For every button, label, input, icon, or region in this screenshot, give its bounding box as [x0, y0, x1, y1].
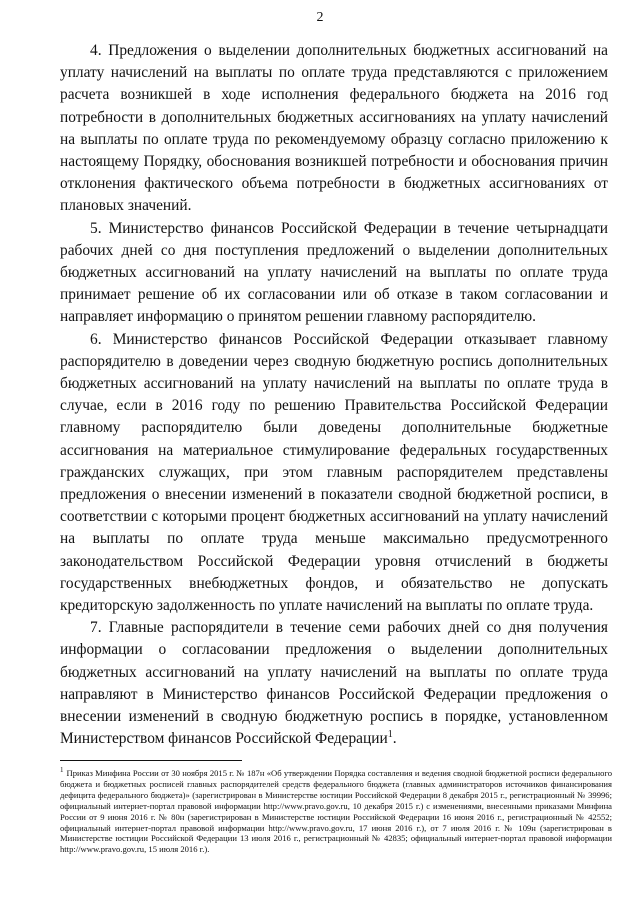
footnote-marker: 1 — [60, 766, 64, 775]
paragraph-5: 5. Министерство финансов Российской Федерации в течение четырнадцати рабочих дней со дня поступления предложений о выделении дополнительных бюджетных ассигнований на уплату начислений на выплаты по оплате труда принимает решение об их согласовании или об отказе в таком согласовании и направляет информацию о принятом решении главному распорядителю. — [60, 219, 608, 326]
paragraph-4: 4. Предложения о выделении дополнительных бюджетных ассигнований на уплату начислений на выплаты по оплате труда представляются с приложением расчета возникшей в ходе исполнения федерального бюджета на 2016 год потребности в дополнительных бюджетных ассигнованиях на уплату начислений на выплаты по оплате труда по рекомендуемому образцу согласно приложению к настоящему Порядку, обоснования возникшей потребности и обоснования причин отклонения фактического объема потребности в бюджетных ассигнованиях от плановых значений. — [60, 42, 608, 215]
footnote-reference[interactable]: 1 — [387, 729, 393, 741]
paragraph-7-end: . — [392, 730, 397, 748]
footnote — [60, 768, 612, 855]
footnote-text: Приказ Минфина России от 30 ноября 2015 г. № 187н «Об утверждении Порядка составления и ведения сводной бюджетной росписи федерального бюджета и бюджетных росписей главных распорядителей средств федерального бюджета (главных администраторов источников финансирования дефицита федерального бюджета)» (зарегистрирован в Министерстве юстиции Российской Федерации 8 декабря 2015 г., регистрационный № 39996; официальный интернет-портал правовой информации http://www.pravo.gov.ru, 10 декабря 2015 г.) с изменениями, внесенными приказами Минфина России от 9 июня 2016 г. № 80н (зарегистрирован в Министерстве юстиции Российской Федерации 16 июня 2016 г., регистрационный № 42552; официальный интернет-портал правовой информации http://www.pravo.gov.ru, 17 июня 2016 г.), от 7 июля 2016 г. № 109н (зарегистрирован в Министерстве юстиции Российской Федерации 13 июля 2016 г., регистрационный № 42835; официальный интернет-портал правовой информации http://www.pravo.gov.ru, 15 июля 2016 г.). — [60, 768, 612, 855]
paragraph-6: 6. Министерство финансов Российской Федерации отказывает главному распорядителю в доведении через сводную бюджетную роспись дополнительных бюджетных ассигнований на уплату начислений на выплаты по оплате труда в случае, если в 2016 году по решению Правительства Российской Федерации главному распорядителю были доведены дополнительные бюджетные ассигнования на материальное стимулирование федеральных государственных гражданских служащих, при этом главным распорядителем представлены предложения о внесении изменений в показатели сводной бюджетной росписи, в соответствии с которыми процент бюджетных ассигнований на уплату начислений на выплаты по оплате труда меньше максимально предусмотренного законодательством Российской Федерации уровня отчислений в бюджеты государственных внебюджетных фондов, и обязательство не допускать кредиторскую задолженность по уплате начислений на выплаты по оплате труда. — [60, 330, 608, 615]
page-number: 2 — [316, 10, 324, 25]
paragraph-7-text: 7. Главные распорядители в течение семи рабочих дней со дня получения информации о согласовании предложения о выделении дополнительных бюджетных ассигнований на уплату начислений на выплаты по оплате труда направляют в Министерство финансов Российской Федерации предложения о внесении изменений в сводную бюджетную роспись в порядке, установленном Министерством финансов Российской Федерации — [60, 619, 608, 748]
document-body — [60, 40, 608, 751]
footnote-separator — [60, 760, 242, 761]
paragraph-7 — [60, 617, 608, 750]
